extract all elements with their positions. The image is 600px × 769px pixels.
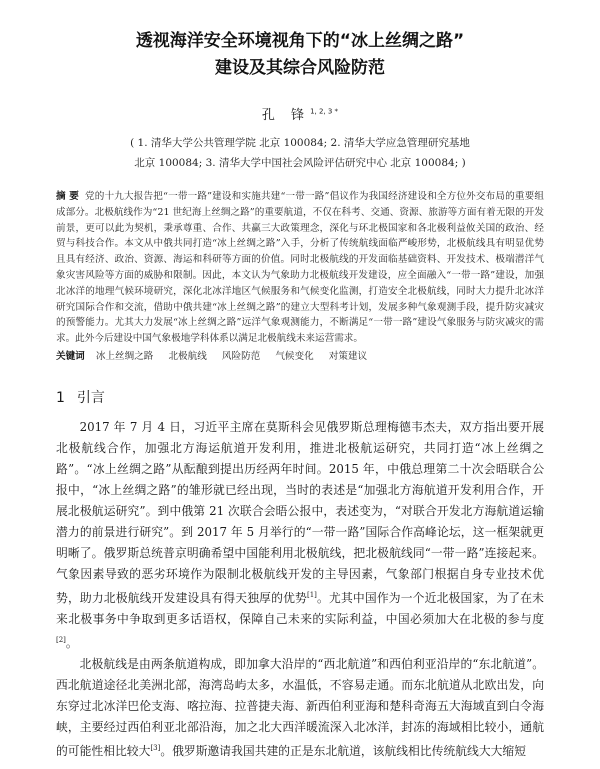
paragraph-1-text: 2017 年 7 月 4 日，习近平主席在莫斯科会见俄罗斯总理梅德韦杰夫，双方指出要开展北极航线合作，加强北方海运航道开发利用，推进北极航运研究，共同打造“冰上丝绸之路”。“冰上丝绸之路”从酝酿到提出历经两年时间。2015 年，中俄总理第二十次会晤联合公报中，“冰上丝绸之路”的雏形就已经出现，当时的表述是“加强北方海航道开发利用合作，开展北极航运研究”。到中俄第 21 次联合会晤公报中，表述变为，“对联合开发北方海航道运输潜力的前景进行研究”。到 2017 年 5 月举行的“一带一路”国际合作高峰论坛，这一框架就更明晰了。俄罗斯总统普京明确希望中国能利用北极航线，把北极航线同“一带一路”连接起来。气象因素导致的恶劣环境作为限制北极航线开发的主导因素，气象部门根据自身专业技术优势，助力北极航线开发建设具有得天独厚的优势 — [56, 419, 544, 605]
keywords-label: 关键词 — [56, 350, 85, 362]
author — [56, 104, 544, 123]
paragraph-1-text-cont: 。尤其中国作为一个近北极国家，为了在未来北极事务中争取到更多话语权，保障自己未来的实际利益，中国必须加大在北极的参与度 — [56, 590, 544, 626]
keyword: 气候变化 — [275, 350, 314, 362]
citation: [3] — [150, 743, 161, 752]
abstract-label: 摘 要 — [56, 191, 80, 202]
paragraph-1-end: 。 — [65, 635, 78, 650]
keyword: 风险防范 — [221, 350, 261, 362]
citation: [1] — [306, 590, 317, 599]
keyword: 北极航线 — [168, 350, 207, 362]
paragraph-2 — [56, 654, 544, 762]
paragraph-2-text-cont: 。俄罗斯邀请我国共建的正是东北航道，该航线相比传统航线大大缩短 — [160, 743, 527, 758]
keyword: 对策建议 — [328, 350, 368, 362]
keyword: 冰上丝绸之路 — [95, 350, 154, 362]
paragraph-1 — [56, 417, 544, 654]
affiliation-line-2: 北京 100084; 3. 清华大学中国社会风险评估研究中心 北京 100084; ) — [134, 157, 466, 169]
affiliation-line-1: ( 1. 清华大学公共管理学院 北京 100084; 2. 清华大学应急管理研究基地 — [130, 137, 470, 149]
section-number: 1 — [56, 389, 65, 406]
section-heading — [56, 387, 544, 407]
paper-title-line2: 建设及其综合风险防范 — [215, 58, 385, 78]
abstract-text: 党的十九大报告把“一带一路”建设和实施共建“一带一路”倡议作为我国经济建设和全方位外交布局的重要组成部分。北极航线作为“21 世纪海上丝绸之路”的重要航道，不仅在科考、交通、资源、旅游等方面有着无限的开发前景，更可以此为契机，秉承尊重、合作、共赢三大政策理念，深化与环北极国家和各北极利益攸关国的政治、经贸与科技合作。本文从中俄共同打造“冰上丝绸之路”入手，分析了传统航线面临严峻形势，北极航线具有明显优势且具有经济、政治、资源、海运和科研等方面的价值。同时北极航线的开发面临基础资料、开发技术、极端潜洋气象灾害风险等方面的威胁和限制。因此，本文认为气象助力北极航线开发建设，应全面融入“一带一路”建设，加强北冰洋的地理气候环境研究，深化北冰洋地区气候服务和气候变化监测，打造安全北极航线，同时大力提升北冰洋研究国际合作和交流，借助中俄共建“冰上丝绸之路”的建立大型科考计划，发展多种气象观测手段，提升防灾减灾的预警能力。尤其大力发展“冰上丝绸之路”远洋气象观测能力，不断满足“一带一路”建设气象服务与防灾减灾的需求。此外今后建设中国气象极地学科体系以满足北极航线未来运营需求。 — [56, 191, 544, 345]
section-title: 引言 — [76, 389, 105, 406]
paper-title-line1: 透视海洋安全环境视角下的“冰上丝绸之路” — [135, 31, 465, 51]
author-affiliation-marks: 1, 2, 3 * — [310, 107, 339, 116]
author-name: 孔 锋 — [261, 108, 311, 123]
paragraph-2-text: 北极航线是由两条航道构成，即加拿大沿岸的“西北航道”和西伯利亚沿岸的“东北航道”。西北航道途径北美洲北部，海湾岛屿太多，水温低，不容易走通。而东北航道从北欧出发，向东穿过北冰洋巴伦支海、喀拉海、拉普捷夫海、新西伯利亚海和楚科奇海五大海域直到白令海峡，主要经过西伯利亚北部沿海，加之北大西洋暖流深入北冰洋，封冻的海域相比较小，通航的可能性相比较大 — [56, 656, 544, 758]
affiliations — [56, 133, 544, 173]
keywords — [56, 349, 544, 365]
abstract — [56, 189, 544, 347]
body-text — [56, 417, 544, 762]
citation: [2] — [56, 635, 66, 644]
